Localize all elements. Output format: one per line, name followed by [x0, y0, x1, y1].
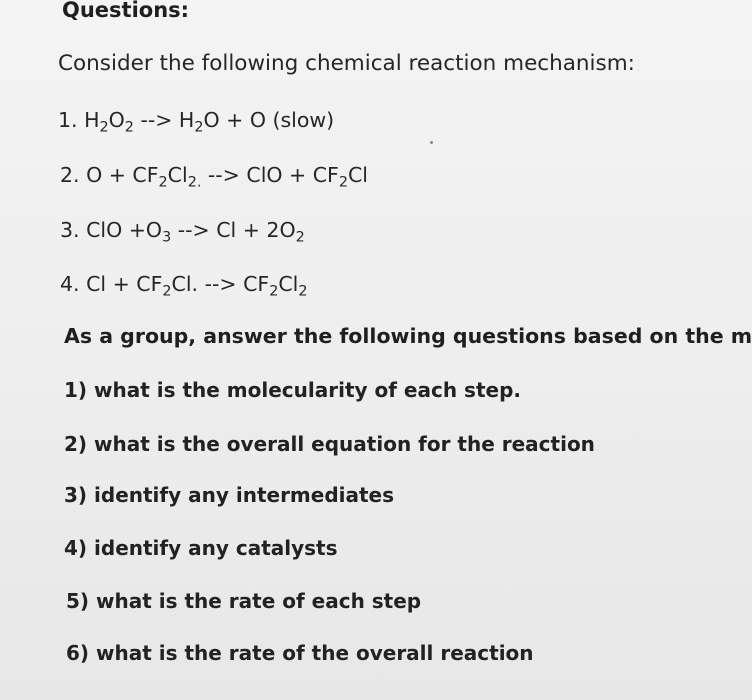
questions-heading: Questions: [62, 0, 190, 22]
subscript: 2. [187, 174, 202, 191]
question-6: 6) what is the rate of the overall reaction [66, 641, 534, 665]
subscript: 2 [194, 119, 204, 136]
mechanism-step-3 [60, 218, 305, 246]
equation-text: 2. O + CF [60, 163, 159, 187]
subscript: 2 [295, 229, 305, 246]
subscript: 2 [158, 174, 168, 191]
subscript: 2 [269, 283, 279, 300]
equation-text: --> H [133, 108, 195, 132]
mechanism-step-4 [60, 272, 308, 300]
equation-text: O [108, 108, 125, 132]
question-3: 3) identify any intermediates [64, 483, 395, 507]
mechanism-step-1 [58, 108, 335, 136]
subscript: 2 [124, 119, 134, 136]
equation-text: 4. Cl + CF [60, 272, 163, 296]
group-instruction: As a group, answer the following questions based on the m [64, 324, 752, 348]
question-5: 5) what is the rate of each step [66, 589, 422, 613]
subscript: 3 [162, 229, 172, 246]
equation-text: --> Cl + 2O [171, 218, 296, 242]
equation-text: 1. H [58, 108, 100, 132]
mechanism-step-2 [60, 163, 368, 191]
mechanism-intro: Consider the following chemical reaction mechanism: [58, 51, 635, 76]
equation-text: Cl. --> CF [171, 272, 270, 296]
equation-text: Cl [278, 272, 299, 296]
question-4: 4) identify any catalysts [64, 536, 338, 560]
subscript: 2 [338, 174, 348, 191]
equation-text: Cl [347, 163, 368, 187]
question-1: 1) what is the molecularity of each step. [64, 378, 521, 402]
subscript: 2 [298, 283, 308, 300]
equation-text: 3. ClO +O [60, 218, 163, 242]
question-2: 2) what is the overall equation for the reaction [64, 432, 595, 456]
equation-text: Cl [167, 163, 188, 187]
stray-dot-mark [430, 141, 433, 144]
subscript: 2 [162, 283, 172, 300]
equation-text: O + O (slow) [203, 108, 335, 132]
equation-text: --> ClO + CF [201, 163, 339, 187]
subscript: 2 [99, 119, 109, 136]
